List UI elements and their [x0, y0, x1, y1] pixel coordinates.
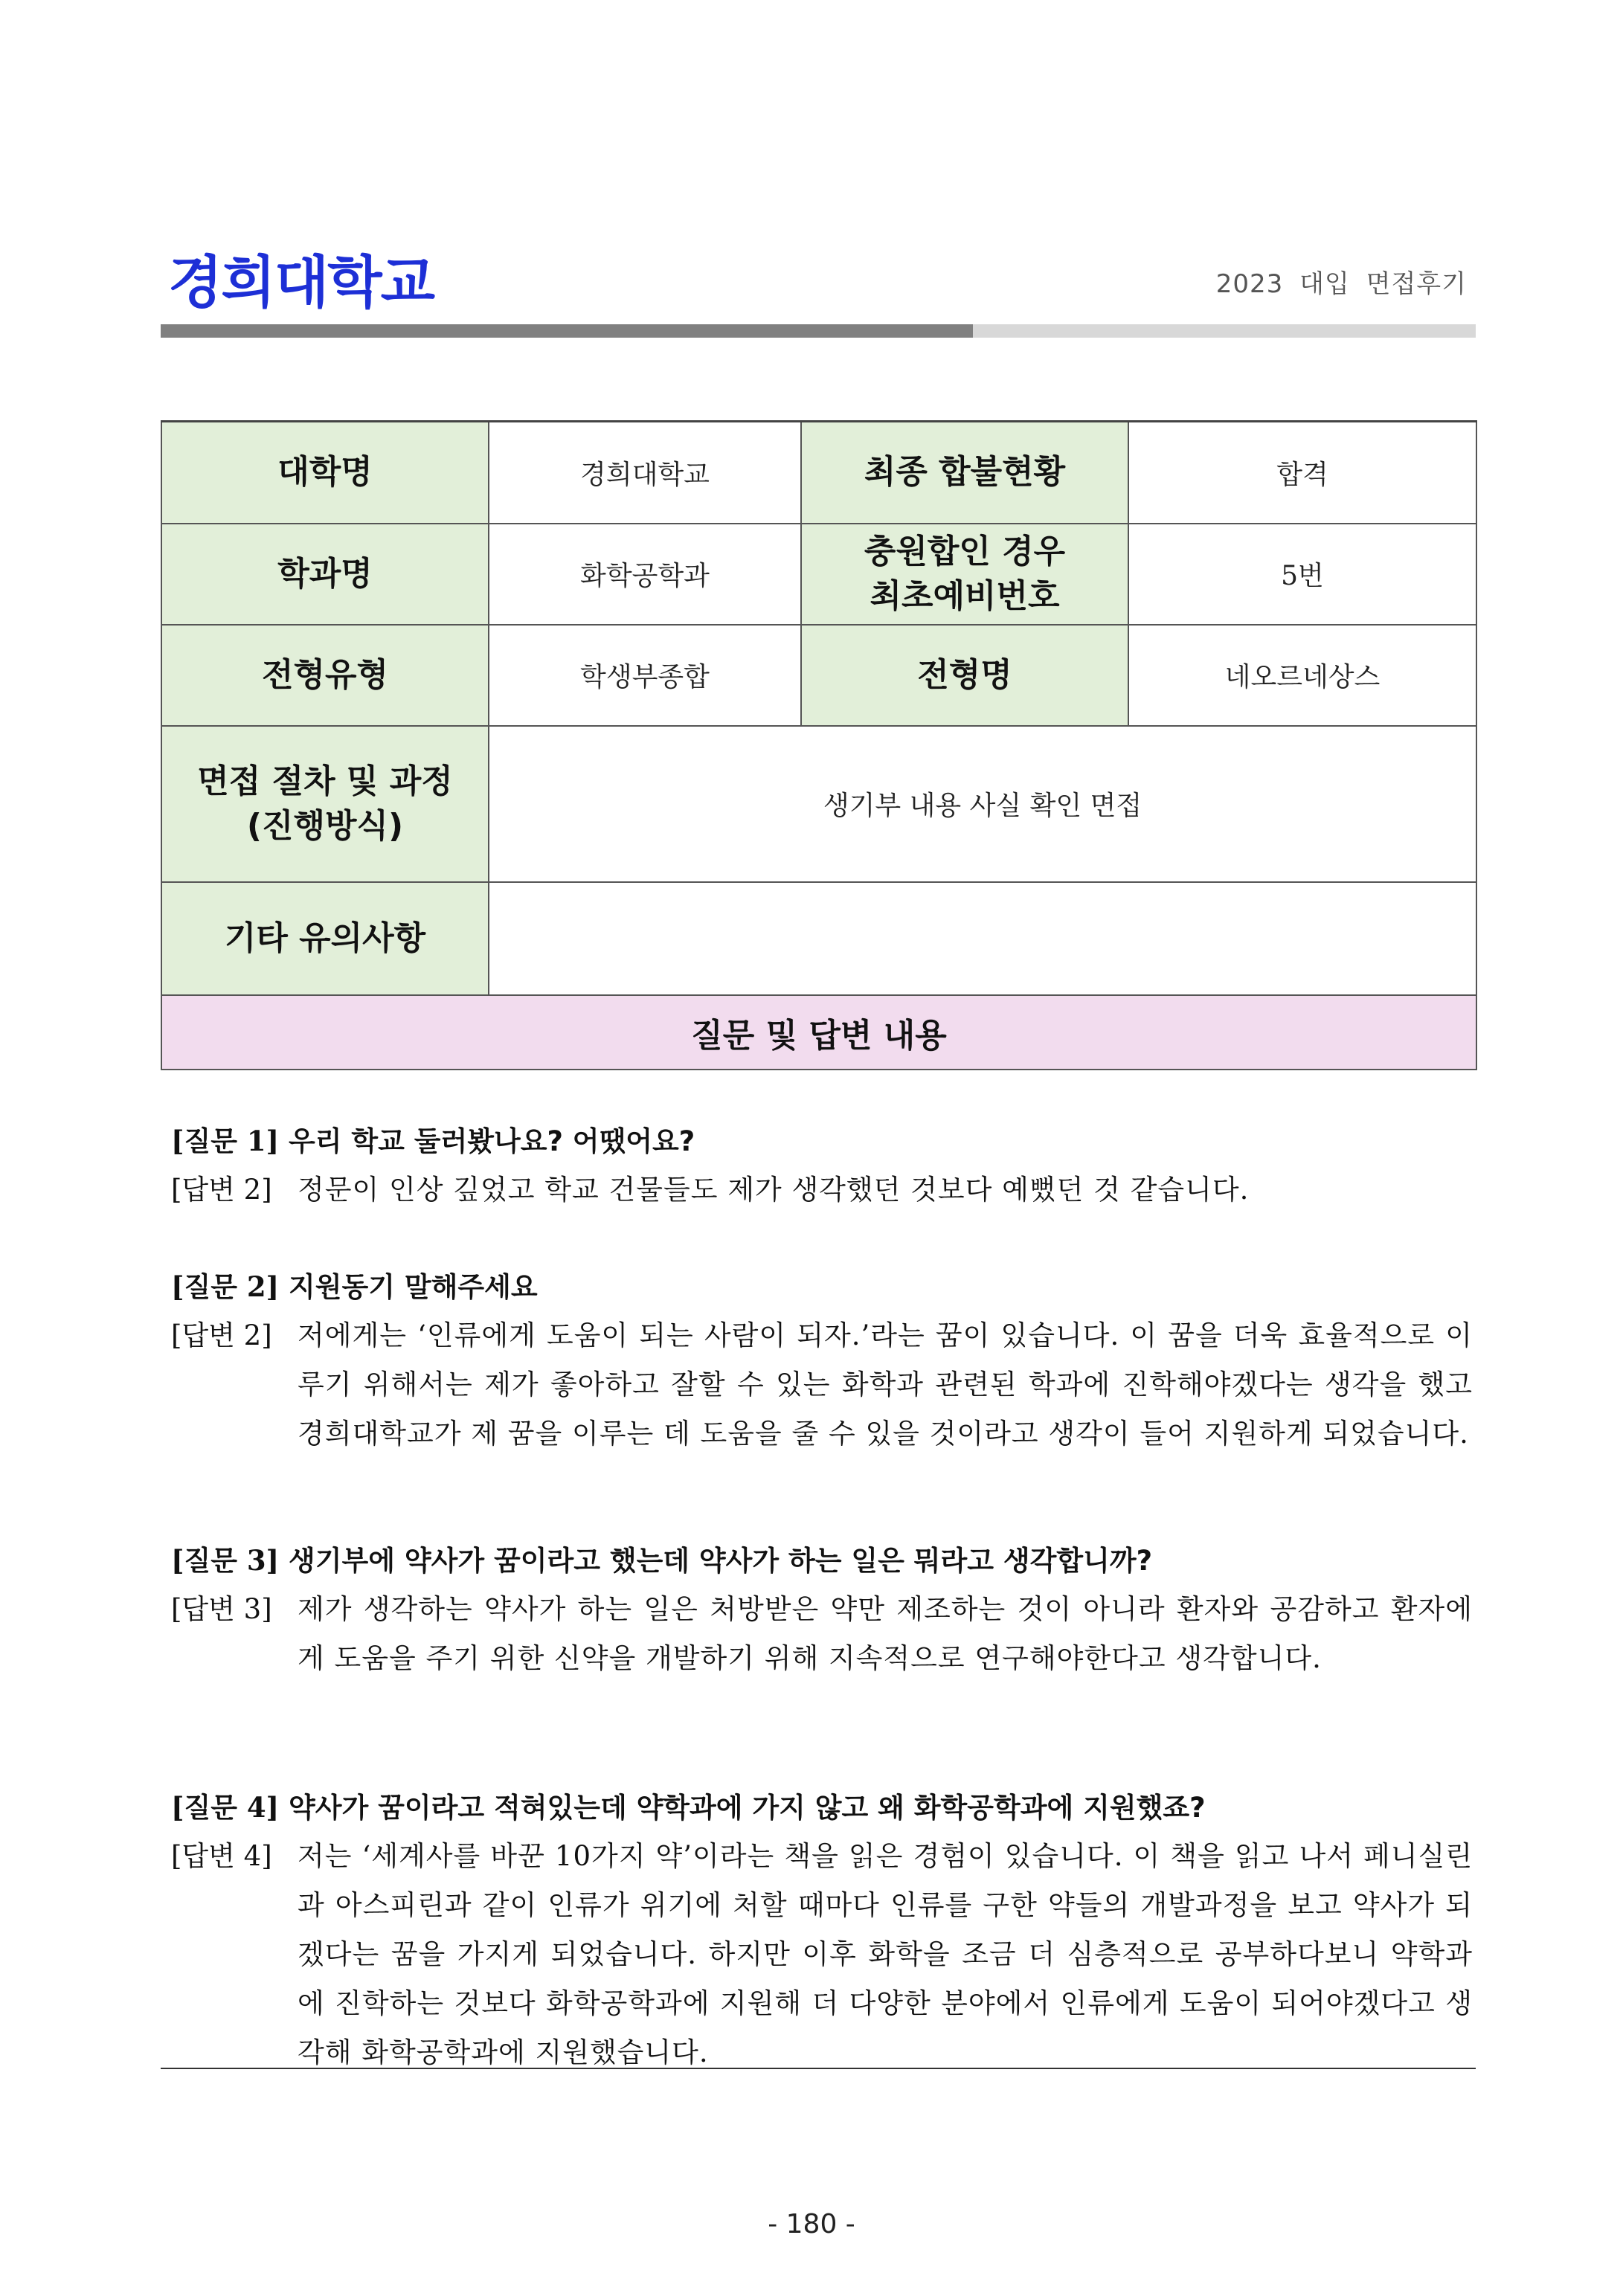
notes-label: 기타 유의사항 [161, 882, 489, 995]
waitlist-label-line2: 최초예비번호 [870, 576, 1060, 615]
question [171, 1537, 1473, 1585]
answer [171, 1832, 1473, 2077]
qa-section-header: 질문 및 답변 내용 [161, 995, 1476, 1070]
qa-item-3 [171, 1537, 1473, 1683]
header-rule-light [973, 324, 1476, 338]
bottom-divider [161, 2068, 1476, 2069]
answer-text: 제가 생각하는 약사가 하는 일은 처방받은 약만 제조하는 것이 아니라 환자와 공감하고 환자에게 도움을 주기 위한 신약을 개발하기 위해 지속적으로 연구해야한다고 생각합니다. [298, 1593, 1473, 1674]
question [171, 1784, 1473, 1832]
table-row [161, 625, 1476, 726]
question-tag: [질문 4] [171, 1791, 280, 1824]
dept-value: 화학공학과 [489, 524, 801, 625]
answer-text: 저는 ‘세계사를 바꾼 10가지 약’이라는 책을 읽은 경험이 있습니다. 이 책을 읽고 나서 페니실린과 아스피린과 같이 인류가 위기에 처할 때마다 인류를 구한 약들의 개발과정을 보고 약사가 되겠다는 꿈을 가지게 되었습니다. 하지만 이후 화학을 조금 더 심층적으로 공부하다보니 약학과에 진학하는 것보다 화학공학과에 지원해 더 다양한 분야에서 인류에게 도움이 되어야겠다고 생각해 화학공학과에 지원했습니다. [298, 1840, 1473, 2068]
admission-name-label: 전형명 [801, 625, 1128, 726]
document-label: 2023 대입 면접후기 [1215, 269, 1467, 299]
dept-label: 학과명 [161, 524, 489, 625]
info-table [161, 420, 1477, 1070]
page-number: - 180 - [768, 2209, 855, 2239]
waitlist-value: 5번 [1128, 524, 1476, 625]
waitlist-label-line1: 충원합인 경우 [864, 532, 1066, 570]
process-label-line1: 면접 절차 및 과정 [197, 762, 453, 800]
answer [171, 1585, 1473, 1683]
table-row [161, 422, 1476, 524]
univ-label: 대학명 [161, 422, 489, 524]
table-row [161, 995, 1476, 1070]
univ-value: 경희대학교 [489, 422, 801, 524]
question-text: 지원동기 말해주세요 [289, 1271, 538, 1303]
answer-text: 정문이 인상 깊었고 학교 건물들도 제가 생각했던 것보다 예뻤던 것 같습니다. [298, 1174, 1250, 1206]
answer-tag: [답변 3] [171, 1593, 272, 1625]
question-tag: [질문 3] [171, 1544, 280, 1577]
table-row [161, 726, 1476, 882]
process-label-line2: (진행방식) [246, 806, 404, 845]
question [171, 1117, 1473, 1165]
admission-type-value: 학생부종합 [489, 625, 801, 726]
table-row [161, 882, 1476, 995]
question-tag: [질문 2] [171, 1270, 280, 1303]
answer-tag: [답변 2] [171, 1319, 272, 1351]
answer-text: 저에게는 ‘인류에게 도움이 되는 사람이 되자.’라는 꿈이 있습니다. 이 꿈을 더욱 효율적으로 이루기 위해서는 제가 좋아하고 잘할 수 있는 화학과 관련된 학과에 진학해야겠다는 생각을 했고 경희대학교가 제 꿈을 이루는 데 도움을 줄 수 있을 것이라고 생각이 들어 지원하게 되었습니다. [298, 1319, 1473, 1450]
waitlist-label [801, 524, 1128, 625]
question-text: 우리 학교 둘러봤나요? 어땠어요? [289, 1125, 695, 1157]
answer [171, 1311, 1473, 1459]
answer-tag: [답변 2] [171, 1174, 272, 1206]
notes-value [489, 882, 1476, 995]
question [171, 1263, 1473, 1311]
final-result-value: 합격 [1128, 422, 1476, 524]
table-row [161, 524, 1476, 625]
qa-item-2 [171, 1263, 1473, 1459]
process-value: 생기부 내용 사실 확인 면접 [489, 726, 1476, 882]
qa-item-4 [171, 1784, 1473, 2077]
process-label [161, 726, 489, 882]
university-title: 경희대학교 [168, 249, 434, 315]
page-header [161, 245, 1476, 320]
answer [171, 1165, 1473, 1215]
question-text: 생기부에 약사가 꿈이라고 했는데 약사가 하는 일은 뭐라고 생각합니까? [289, 1545, 1153, 1577]
question-tag: [질문 1] [171, 1125, 280, 1157]
final-result-label: 최종 합불현황 [801, 422, 1128, 524]
admission-type-label: 전형유형 [161, 625, 489, 726]
question-text: 약사가 꿈이라고 적혀있는데 약학과에 가지 않고 왜 화학공학과에 지원했죠? [289, 1792, 1206, 1824]
answer-tag: [답변 4] [171, 1840, 272, 1872]
header-rule-dark [161, 324, 973, 338]
admission-name-value: 네오르네상스 [1128, 625, 1476, 726]
qa-item-1 [171, 1117, 1473, 1215]
